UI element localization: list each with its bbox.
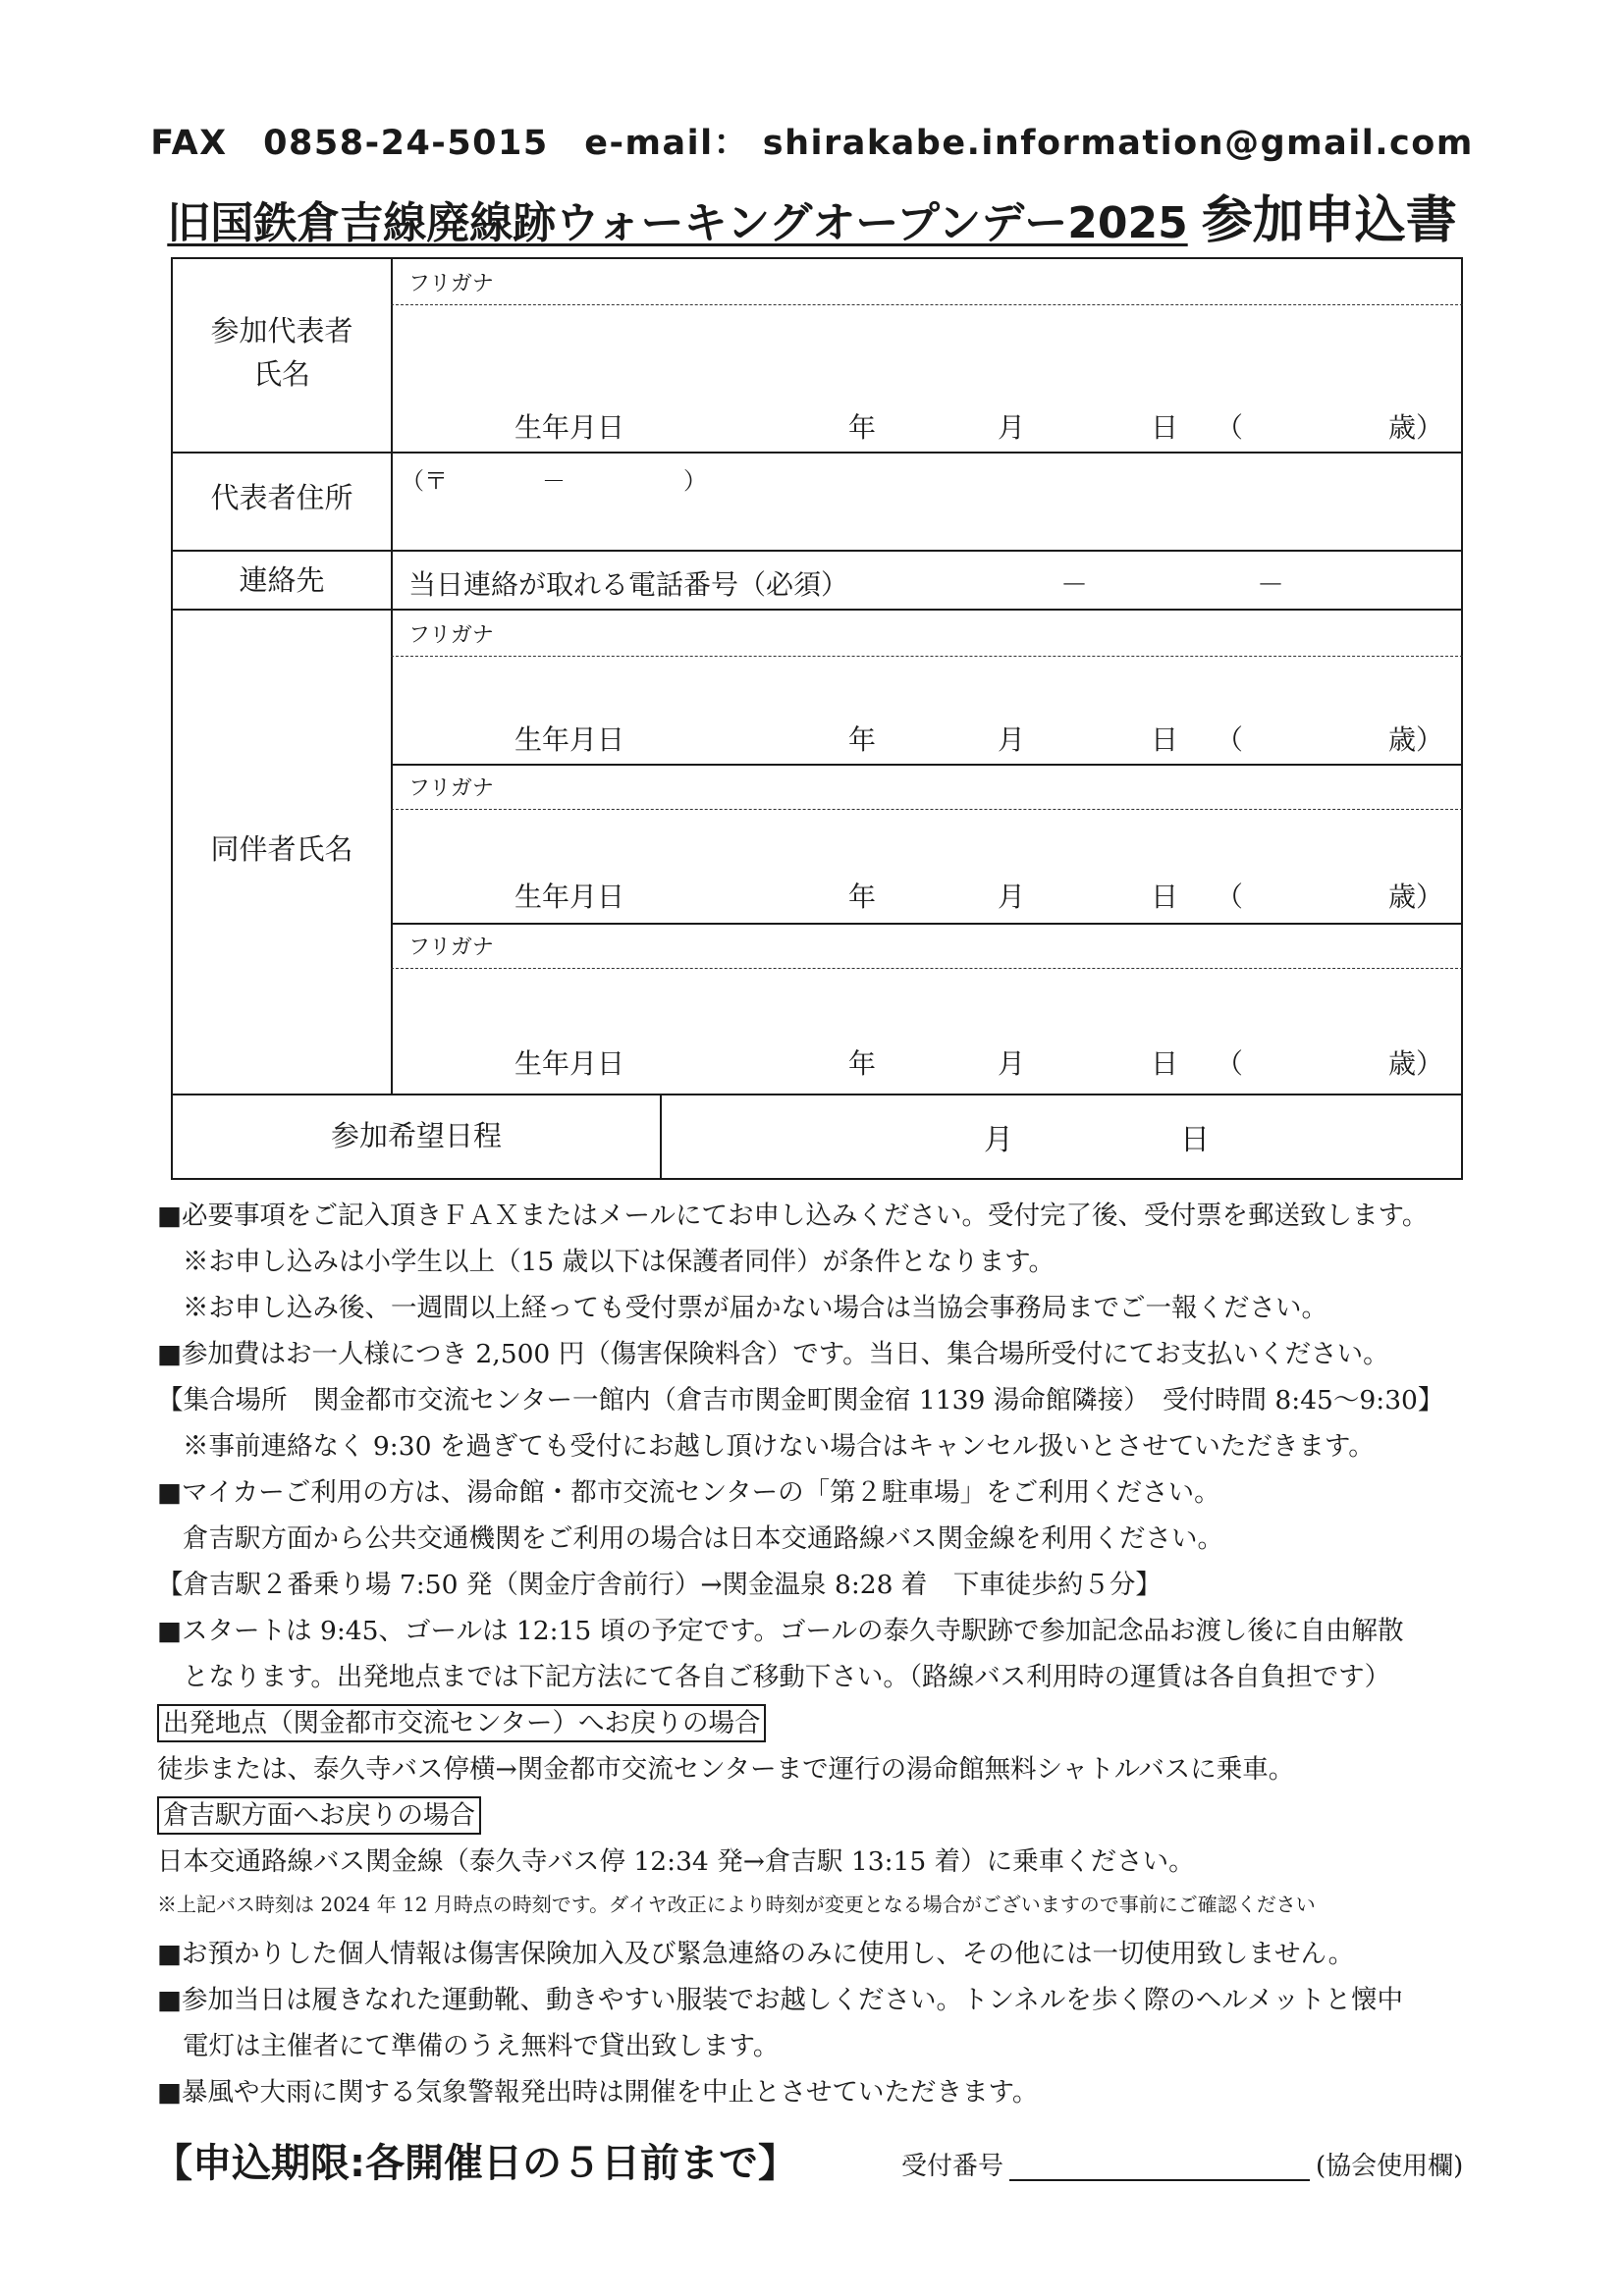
contact-label: 連絡先 [239,563,325,597]
note-7: ■マイカーご利用の方は、湯命館・都市交流センターの「第２駐車場」をご利用ください。 [157,1477,1220,1508]
route-heading-2: 倉吉駅方面へお戻りの場合 [157,1796,481,1835]
furigana-label: フリガナ [408,272,494,296]
birthdate-label: 生年月日 [514,411,625,444]
note-10: ■スタートは 9:45、ゴールは 12:15 頃の予定です。ゴールの泰久寺駅跡で参加記念品お渡し後に自由解散 [157,1616,1404,1646]
contact-info: FAX 0858-24-5015 e-mail： shirakabe.information@gmail.com [150,124,1474,163]
note-19: 電灯は主催者にて準備のうえ無料で貸出致します。 [183,2031,780,2061]
event-title: 旧国鉄倉吉線廃線跡ウォーキングオープンデー2025 [167,198,1188,248]
note-15: 日本交通路線バス関金線（泰久寺バス停 12:34 発→倉吉駅 13:15 着）に乗車ください。 [157,1846,1195,1877]
note-9: 【倉吉駅２番乗り場 7:50 発（関金庁舎前行）→関金温泉 8:28 着 下車徒歩約５分】 [157,1570,1162,1600]
note-20: ■暴風や大雨に関する気象警報発出時は開催を中止とさせていただきます。 [157,2077,1039,2108]
phone-label: 当日連絡が取れる電話番号（必須） [408,568,849,601]
note-4: ■参加費はお一人様につき 2,500 円（傷害保険料含）です。当日、集合場所受付にてお支払いください。 [157,1339,1389,1369]
note-11: となります。出発地点までは下記方法にて各自ご移動下さい。（路線バス利用時の運賃は各自負担です） [183,1662,1391,1692]
page-title [0,179,1624,252]
note-2: ※お申し込みは小学生以上（15 歳以下は保護者同伴）が条件となります。 [183,1247,1056,1277]
note-8: 倉吉駅方面から公共交通機関をご利用の場合は日本交通路線バス関金線を利用ください。 [183,1523,1223,1554]
route-heading-1: 出発地点（関金都市交流センター）へお戻りの場合 [157,1704,766,1742]
companion-label: 同伴者氏名 [210,832,353,866]
note-1: ■必要事項をご記入頂きＦＡＸまたはメールにてお申し込みください。受付完了後、受付票を郵送致します。 [157,1201,1429,1231]
note-5: 【集合場所 関金都市交流センター一館内（倉吉市関金町関金宿 1139 湯命館隣接） 受付時間 8:45～9:30】 [157,1385,1444,1415]
application-form: 参加代表者 氏名 フリガナ 生年月日 年 月 日 （ 歳） 代表者住所 （〒 － ） 連絡先 当日連絡が取れる電話番号（必須） － － 同伴者氏名 フリガナ 生年月日 年 月 日 （ 歳） フリガナ 生年月日 年 月 日 （ 歳） フリガナ 生年月日 年 月 日 （ 歳） 参加希望日程 月 日 [171,257,1463,1180]
note-17: ■お預かりした個人情報は傷害保険加入及び緊急連絡のみに使用し、その他には一切使用致しません。 [157,1939,1355,1969]
note-6: ※事前連絡なく 9:30 を過ぎても受付にお越し頂けない場合はキャンセル扱いとさせていただきます。 [183,1431,1375,1462]
form-title: 参加申込書 [1201,191,1457,250]
note-3: ※お申し込み後、一週間以上経っても受付票が届かない場合は当協会事務局までご一報ください。 [183,1293,1327,1323]
address-label: 代表者住所 [210,481,353,514]
receipt-note: (協会使用欄) [1316,2152,1464,2181]
rep-name-label: 参加代表者 氏名 [210,314,353,391]
note-18: ■参加当日は履きなれた運動靴、動きやすい服装でお越しください。トンネルを歩く際のヘルメットと懐中 [157,1985,1403,2015]
receipt-number-field[interactable] [1009,2179,1310,2181]
receipt-label: 受付番号 [901,2152,1004,2181]
desired-date-label: 参加希望日程 [330,1119,502,1152]
note-13: 徒歩または、泰久寺バス停横→関金都市交流センターまで運行の湯命館無料シャトルバスに乗車。 [157,1754,1295,1785]
deadline: 【申込期限:各開催日の５日前まで】 [153,2141,797,2186]
postal-code-field[interactable]: （〒 － ） [401,467,707,495]
note-16: ※上記バス時刻は 2024 年 12 月時点の時刻です。ダイヤ改正により時刻が変更となる場合がございますので事前にご確認ください [157,1893,1316,1916]
